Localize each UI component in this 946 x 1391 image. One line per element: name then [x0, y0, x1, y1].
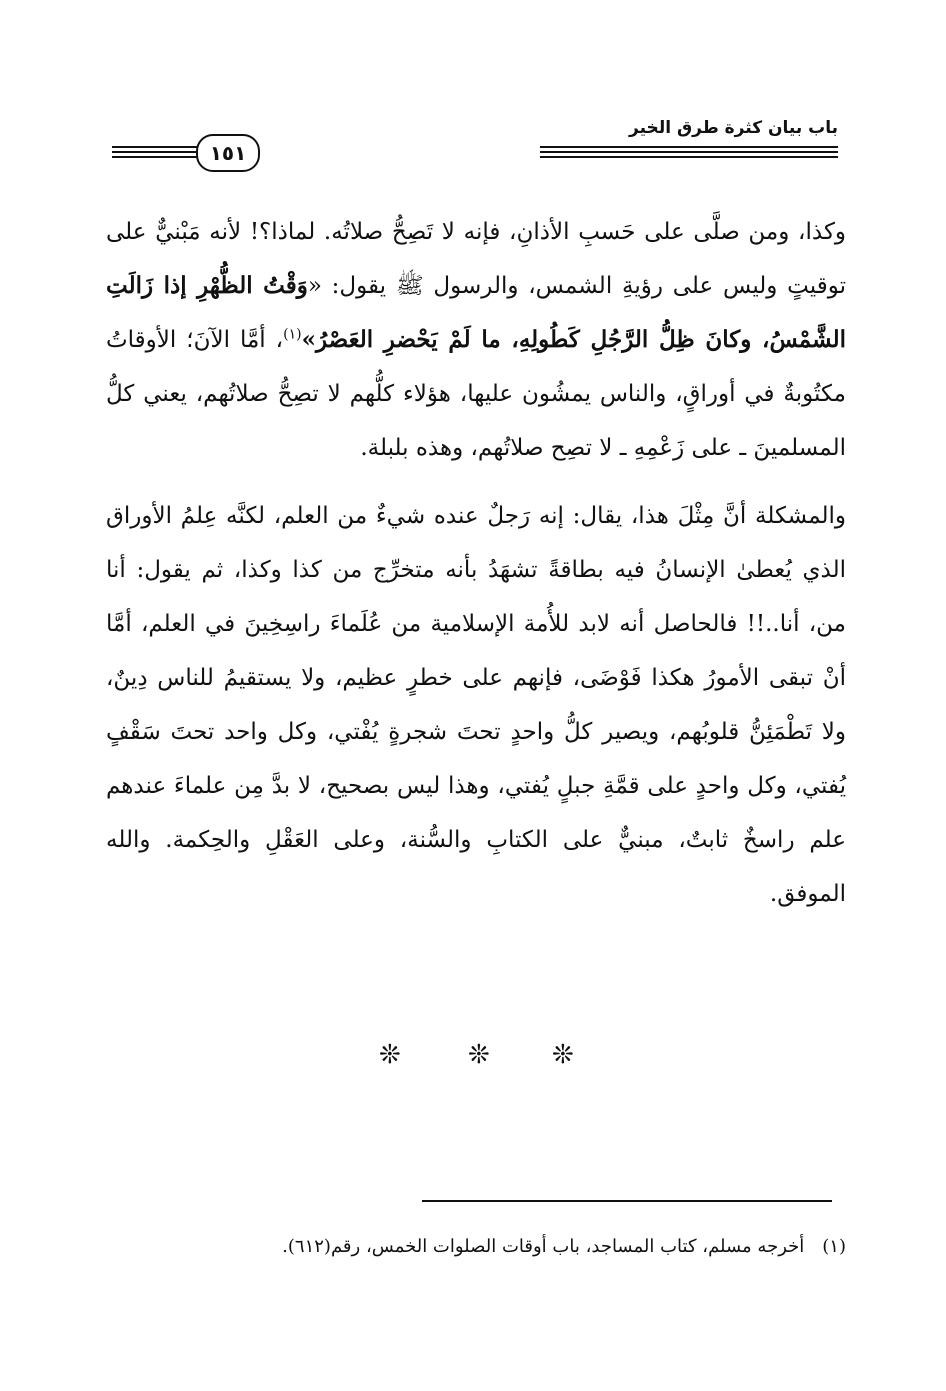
- footnote-reference: (١): [283, 326, 302, 343]
- footnote-text: أخرجه مسلم، كتاب المساجد، باب أوقات الصلوات الخمس، رقم(٦١٢).: [282, 1236, 805, 1257]
- paragraph-text: والمشكلة أنَّ مِثْلَ هذا، يقال: إنه رَجلٌ عنده شيءٌ من العلم، لكنَّه عِلمُ الأوراق الذي يُعطىٰ الإنسانُ فيه بطاقةً تشهَدُ بأنه متخرِّج من كذا وكذا، ثم يقول: أنا من، أنا..!! فالحاصل أنه لابد للأُمة الإسلامية من عُلَماءَ راسِخِينَ في العلم، أمَّا أنْ تبقى الأمورُ هكذا فَوْضَى، فإنهم على خطرٍ عظيم، ولا يستقيمُ للناس دِينٌ، ولا تَطْمَئِنُّ قلوبُهم، ويصير كلُّ واحدٍ تحتَ شجرةٍ يُفْتي، وكل واحد تحتَ سَقْفٍ يُفتي، وكل واحدٍ على قمَّةِ جبلٍ يُفتي، وهذا ليس بصحيح، لا بدَّ مِن علماءَ عندهم علم راسخٌ ثابتٌ، مبنيٌّ على الكتابِ والسُّنة، وعلى العَقْلِ والحِكمة. والله الموفق.: [106, 503, 846, 907]
- asterism-star-icon: ❊: [552, 1040, 574, 1070]
- footnote-number: (١): [822, 1236, 846, 1257]
- footnote-rule: [422, 1200, 832, 1202]
- page-number: ١٥١: [196, 134, 260, 172]
- header-rule: [112, 156, 197, 158]
- hadith-quote-close: »: [301, 326, 316, 353]
- chapter-title: باب بيان كثرة طرق الخير: [629, 118, 838, 138]
- header-rule: [112, 146, 197, 148]
- header-rule: [540, 151, 838, 153]
- header-rule: [540, 156, 838, 158]
- asterism-star-icon: ❊: [468, 1040, 490, 1070]
- paragraph: [106, 205, 846, 475]
- header-rule: [112, 151, 197, 153]
- page-body: [106, 205, 846, 921]
- hadith-quote: وَقْتُ الظُّهْرِ إذا زَالَتِ الشَّمْسُ، وكانَ ظِلُّ الرَّجُلِ كَطُولِهِ، ما لَمْ يَحْضرِ العَصْرُ: [106, 272, 846, 353]
- paragraph-text: وكذا، ومن صلَّى على حَسبِ الأذانِ، فإنه لا تَصِحُّ صلاتُه. لماذا؟! لأنه مَبْنيٌّ على توقيتٍ وليس على رؤيةِ الشمس، والرسول ﷺ يقول: «: [106, 219, 846, 299]
- asterism-star-icon: ❊: [379, 1040, 401, 1070]
- paragraph: [106, 489, 846, 921]
- footnote: [106, 1236, 846, 1257]
- header-rule: [540, 146, 838, 148]
- section-separator: [0, 1040, 946, 1080]
- paragraph-text: ، أمَّا الآنَ؛ الأوقاتُ مكتُوبةٌ في أوراقٍ، والناس يمشُون عليها، هؤلاء كلُّهم لا تصِحُّ صلاتُهم، يعني كلُّ المسلمينَ ـ على زَعْمِهِ ـ لا تصِح صلاتُهم، وهذه بلبلة.: [106, 327, 846, 461]
